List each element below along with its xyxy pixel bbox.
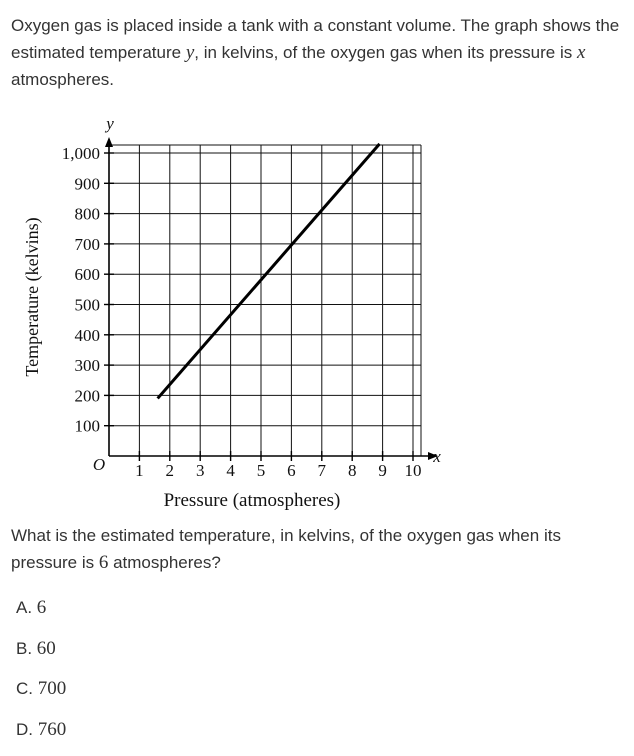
y-axis-arrow bbox=[105, 137, 113, 147]
choice-d-value: 760 bbox=[38, 719, 67, 740]
series-layer bbox=[158, 144, 380, 399]
question-value: 6 bbox=[99, 552, 109, 573]
y-tick-label: 500 bbox=[75, 296, 101, 315]
choice-c-letter: C. bbox=[16, 679, 33, 698]
prompt-text-2: , in kelvins, of the oxygen gas when its pressure is bbox=[194, 43, 577, 62]
x-axis-title: Pressure (atmospheres) bbox=[164, 490, 341, 511]
y-tick-label: 800 bbox=[75, 205, 101, 224]
prompt-text-1: Oxygen gas is placed inside a tank with a constant volume. The graph shows the estimated temperature bbox=[11, 16, 619, 62]
y-axis-title: Temperature (kelvins) bbox=[22, 217, 43, 376]
temperature-pressure-chart bbox=[0, 110, 460, 520]
ticks-layer bbox=[62, 144, 422, 480]
x-axis-variable: x bbox=[432, 447, 441, 466]
grid-layer bbox=[109, 145, 421, 456]
y-tick-label: 1,000 bbox=[62, 144, 100, 163]
choice-a[interactable] bbox=[16, 594, 66, 635]
variable-x: x bbox=[577, 42, 585, 63]
choice-d-letter: D. bbox=[16, 720, 33, 739]
question-text bbox=[11, 522, 623, 576]
question-prompt bbox=[11, 12, 629, 93]
answer-choices bbox=[16, 594, 66, 756]
y-tick-label: 900 bbox=[75, 174, 101, 193]
choice-b-letter: B. bbox=[16, 639, 32, 658]
origin-label: O bbox=[93, 455, 105, 474]
choice-b[interactable] bbox=[16, 635, 66, 676]
x-tick-label: 8 bbox=[348, 461, 357, 480]
y-tick-label: 400 bbox=[75, 326, 101, 345]
axes-layer bbox=[105, 137, 438, 460]
choice-a-value: 6 bbox=[37, 597, 47, 618]
y-tick-label: 700 bbox=[75, 235, 101, 254]
y-tick-label: 200 bbox=[75, 386, 101, 405]
choice-b-value: 60 bbox=[37, 638, 56, 659]
y-tick-label: 600 bbox=[75, 265, 101, 284]
x-tick-label: 3 bbox=[196, 461, 205, 480]
x-tick-label: 4 bbox=[226, 461, 235, 480]
y-tick-label: 100 bbox=[75, 417, 101, 436]
y-axis-variable: y bbox=[104, 114, 114, 133]
data-line bbox=[158, 144, 380, 399]
question-text-2: atmospheres? bbox=[108, 553, 220, 572]
choice-a-letter: A. bbox=[16, 598, 32, 617]
choice-c[interactable] bbox=[16, 675, 66, 716]
x-tick-label: 1 bbox=[135, 461, 144, 480]
x-tick-label: 10 bbox=[405, 461, 422, 480]
prompt-text-3: atmospheres. bbox=[11, 70, 114, 89]
x-tick-label: 2 bbox=[166, 461, 175, 480]
choice-c-value: 700 bbox=[38, 678, 67, 699]
x-tick-label: 7 bbox=[318, 461, 327, 480]
y-tick-label: 300 bbox=[75, 356, 101, 375]
question-text-1: What is the estimated temperature, in kelvins, of the oxygen gas when its pressure is bbox=[11, 526, 561, 572]
x-tick-label: 9 bbox=[378, 461, 387, 480]
chart-svg bbox=[0, 110, 460, 520]
variable-y: y bbox=[186, 42, 194, 63]
x-tick-label: 5 bbox=[257, 461, 266, 480]
x-tick-label: 6 bbox=[287, 461, 296, 480]
